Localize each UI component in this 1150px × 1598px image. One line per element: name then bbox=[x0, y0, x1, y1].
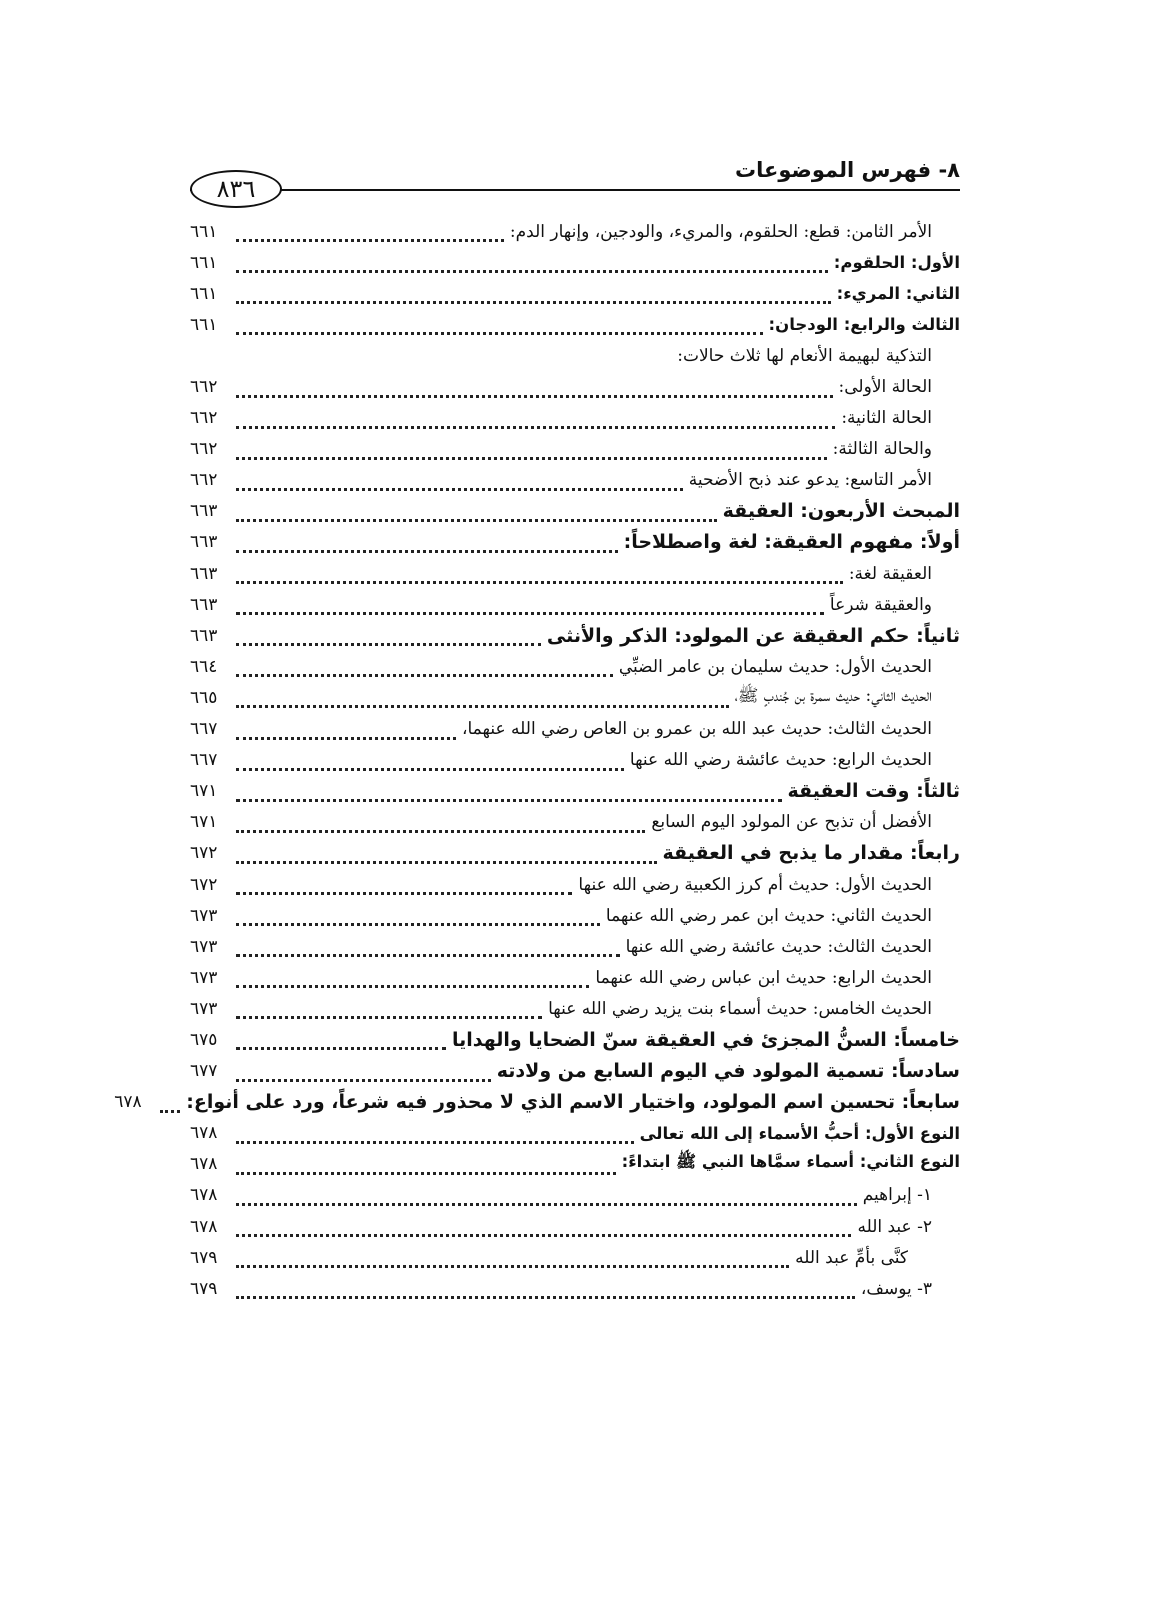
toc-entry-title: الحديث الرابع: حديث عائشة رضي الله عنها bbox=[629, 750, 932, 771]
toc-entry bbox=[190, 340, 960, 371]
dot-leader bbox=[236, 998, 542, 1019]
dot-leader bbox=[236, 1154, 616, 1175]
toc-entry bbox=[190, 1180, 960, 1211]
dot-leader bbox=[236, 750, 624, 771]
toc-entry-page: ٦٧١ bbox=[190, 781, 218, 802]
dot-leader bbox=[236, 252, 828, 273]
dot-leader bbox=[236, 1123, 634, 1144]
toc-entry-page: ٦٧١ bbox=[190, 812, 218, 833]
toc-entry-page: ٦٧٣ bbox=[190, 936, 218, 957]
toc-entry-page: ٦٧٥ bbox=[190, 1029, 218, 1050]
dot-leader bbox=[236, 470, 683, 491]
toc-entry-page: ٦٧٧ bbox=[190, 1061, 218, 1082]
dot-leader bbox=[236, 408, 835, 429]
toc-entry-page: ٦٦٣ bbox=[190, 594, 218, 615]
toc-entry-title: ١- إبراهيم bbox=[862, 1185, 932, 1206]
dot-leader bbox=[236, 1029, 446, 1050]
toc-entry-title: النوع الثاني: أسماء سمَّاها النبي ﷺ ابتداءً: bbox=[621, 1152, 960, 1172]
dot-leader bbox=[236, 843, 657, 864]
toc-entry-page: ٦٦٧ bbox=[190, 719, 218, 740]
toc-entry bbox=[190, 620, 960, 651]
toc-entry-title: الثاني: المريء: bbox=[836, 284, 960, 304]
toc-entry-title: ثالثاً: وقت العقيقة bbox=[787, 780, 960, 803]
toc-entry-page: ٦٦٧ bbox=[190, 750, 218, 771]
toc-entry-title: أولاً: مفهوم العقيقة: لغة واصطلاحاً: bbox=[623, 531, 960, 554]
toc-entry bbox=[190, 900, 960, 931]
toc-entry-title: ٣- يوسف، bbox=[860, 1278, 932, 1299]
toc-entry-page: ٦٧٨ bbox=[190, 1216, 218, 1237]
toc-entry bbox=[190, 1211, 960, 1242]
toc-entry bbox=[190, 278, 960, 309]
toc-entry bbox=[190, 807, 960, 838]
toc-entry-title: سادساً: تسمية المولود في اليوم السابع من ولادته bbox=[496, 1060, 960, 1083]
toc-entry bbox=[190, 434, 960, 465]
toc-entry-title: الحديث الثالث: حديث عبد الله بن عمرو بن العاص رضي الله عنهما، bbox=[462, 719, 932, 740]
toc-entry bbox=[190, 1024, 960, 1055]
toc-entry-page: ٦٧٣ bbox=[190, 905, 218, 926]
dot-leader bbox=[236, 1247, 789, 1268]
toc-entry bbox=[190, 651, 960, 682]
table-of-contents bbox=[114, 216, 960, 1304]
toc-entry-page: ٦٧٨ bbox=[114, 1092, 142, 1113]
toc-entry-title: الأفضل أن تذبح عن المولود اليوم السابع bbox=[651, 812, 932, 833]
dot-leader bbox=[236, 781, 782, 802]
page-number-badge: ٨٣٦ bbox=[190, 170, 282, 208]
toc-entry-page: ٦٦٣ bbox=[190, 563, 218, 584]
toc-entry bbox=[114, 1087, 960, 1118]
header-title: ٨- فهرس الموضوعات bbox=[735, 158, 960, 182]
dot-leader bbox=[236, 1185, 857, 1206]
toc-entry-page: ٦٦٢ bbox=[190, 377, 218, 398]
toc-entry bbox=[190, 1149, 960, 1180]
toc-entry-title: الحديث الأول: حديث أم كرز الكعبية رضي الله عنها bbox=[578, 874, 932, 895]
dot-leader bbox=[236, 532, 618, 553]
toc-entry-page: ٦٦١ bbox=[190, 314, 218, 335]
dot-leader bbox=[236, 812, 645, 833]
toc-entry-title: الحالة الأولى: bbox=[838, 377, 932, 398]
dot-leader bbox=[236, 905, 600, 926]
dot-leader bbox=[236, 439, 827, 460]
dot-leader bbox=[236, 594, 824, 615]
dot-leader bbox=[236, 687, 729, 708]
toc-entry-page: ٦٦٣ bbox=[190, 625, 218, 646]
dot-leader bbox=[160, 1092, 180, 1113]
toc-entry-title: الأمر التاسع: يدعو عند ذبح الأضحية bbox=[688, 470, 932, 491]
toc-entry-page: ٦٦٢ bbox=[190, 408, 218, 429]
dot-leader bbox=[236, 936, 620, 957]
dot-leader bbox=[236, 625, 541, 646]
toc-entry-title: العقيقة لغة: bbox=[848, 563, 932, 584]
toc-entry-title: الحديث الرابع: حديث ابن عباس رضي الله عنهما bbox=[595, 967, 932, 988]
toc-entry-page: ٦٦١ bbox=[190, 283, 218, 304]
toc-entry bbox=[190, 558, 960, 589]
page-header bbox=[190, 158, 960, 208]
toc-entry-title: الحديث الثالث: حديث عائشة رضي الله عنها bbox=[625, 936, 932, 957]
toc-entry bbox=[190, 309, 960, 340]
toc-entry-title: سابعاً: تحسين اسم المولود، واختيار الاسم الذي لا محذور فيه شرعاً، ورد على أنواع: bbox=[186, 1091, 960, 1114]
toc-entry bbox=[190, 745, 960, 776]
toc-entry bbox=[190, 589, 960, 620]
dot-leader bbox=[236, 967, 589, 988]
toc-entry-page: ٦٦٢ bbox=[190, 470, 218, 491]
dot-leader bbox=[236, 283, 831, 304]
toc-entry bbox=[190, 465, 960, 496]
toc-entry bbox=[190, 838, 960, 869]
toc-entry bbox=[190, 776, 960, 807]
toc-entry bbox=[190, 371, 960, 402]
toc-entry bbox=[190, 682, 960, 713]
toc-entry-page: ٦٧٩ bbox=[190, 1278, 218, 1299]
toc-entry-title: الأول: الحلقوم: bbox=[833, 253, 960, 273]
dot-leader bbox=[236, 501, 717, 522]
toc-entry-page: ٦٧٨ bbox=[190, 1123, 218, 1144]
toc-entry-page: ٦٦٤ bbox=[190, 656, 218, 677]
toc-entry-page: ٦٦٣ bbox=[190, 501, 218, 522]
toc-entry-title: الحديث الثاني: حديث ابن عمر رضي الله عنهما bbox=[605, 905, 932, 926]
toc-entry-page: ٦٦١ bbox=[190, 221, 218, 242]
toc-entry bbox=[190, 1273, 960, 1304]
dot-leader bbox=[236, 874, 572, 895]
dot-leader bbox=[236, 719, 456, 740]
toc-entry bbox=[190, 1242, 960, 1273]
toc-entry-title: والعقيقة شرعاً bbox=[829, 594, 932, 615]
toc-entry-title: الحديث الأول: حديث سليمان بن عامر الضبِّي bbox=[618, 656, 932, 677]
toc-entry-page: ٦٧٨ bbox=[190, 1185, 218, 1206]
dot-leader bbox=[236, 314, 763, 335]
toc-entry-title: ثانياً: حكم العقيقة عن المولود: الذكر والأنثى bbox=[546, 624, 960, 647]
toc-entry bbox=[190, 993, 960, 1024]
toc-entry bbox=[190, 714, 960, 745]
toc-entry-title: الحديث الثاني: حديث سمرة بن جُندبٍ ﷺ، bbox=[734, 686, 932, 707]
toc-entry bbox=[190, 1056, 960, 1087]
toc-entry-title: والحالة الثالثة: bbox=[832, 439, 932, 460]
toc-entry-page: ٦٧٩ bbox=[190, 1247, 218, 1268]
toc-entry bbox=[190, 869, 960, 900]
toc-entry bbox=[190, 247, 960, 278]
toc-entry-title: الثالث والرابع: الودجان: bbox=[768, 315, 960, 335]
toc-entry-title: الحديث الخامس: حديث أسماء بنت يزيد رضي الله عنها bbox=[548, 998, 932, 1019]
toc-entry-title: المبحث الأربعون: العقيقة bbox=[722, 500, 960, 523]
dot-leader bbox=[236, 1061, 491, 1082]
toc-entry-title: خامساً: السنُّ المجزئ في العقيقة سنّ الضحايا والهدايا bbox=[451, 1028, 960, 1051]
dot-leader bbox=[236, 656, 613, 677]
toc-entry-title: النوع الأول: أحبُّ الأسماء إلى الله تعالى bbox=[639, 1123, 960, 1143]
toc-entry-page: ٦٧٢ bbox=[190, 874, 218, 895]
toc-entry-title: ٢- عبد الله bbox=[857, 1216, 932, 1237]
header-rule bbox=[190, 189, 960, 191]
toc-entry-page: ٦٦١ bbox=[190, 252, 218, 273]
dot-leader bbox=[236, 1216, 851, 1237]
toc-entry-page: ٦٦٣ bbox=[190, 532, 218, 553]
toc-entry-page: ٦٧٨ bbox=[190, 1154, 218, 1175]
toc-entry bbox=[190, 1118, 960, 1149]
toc-entry bbox=[190, 931, 960, 962]
toc-entry-page: ٦٧٣ bbox=[190, 967, 218, 988]
toc-entry-page: ٦٧٣ bbox=[190, 998, 218, 1019]
dot-leader bbox=[236, 563, 843, 584]
toc-entry-title: كنَّى بأمِّ عبد الله bbox=[795, 1247, 908, 1268]
dot-leader bbox=[236, 377, 833, 398]
toc-entry-page: ٦٧٢ bbox=[190, 843, 218, 864]
toc-entry bbox=[190, 962, 960, 993]
toc-entry-title: الأمر الثامن: قطع: الحلقوم، والمريء، والودجين، وإنهار الدم: bbox=[509, 221, 932, 242]
toc-entry bbox=[190, 216, 960, 247]
toc-entry-title: الحالة الثانية: bbox=[841, 408, 932, 429]
toc-entry-title: رابعاً: مقدار ما يذبح في العقيقة bbox=[662, 842, 960, 865]
dot-leader bbox=[236, 221, 504, 242]
toc-entry bbox=[190, 527, 960, 558]
toc-entry bbox=[190, 403, 960, 434]
toc-entry-title: التذكية لبهيمة الأنعام لها ثلاث حالات: bbox=[677, 345, 932, 366]
toc-entry-page: ٦٦٢ bbox=[190, 439, 218, 460]
toc-entry-page: ٦٦٥ bbox=[190, 687, 218, 708]
dot-leader bbox=[236, 1278, 855, 1299]
toc-entry bbox=[190, 496, 960, 527]
